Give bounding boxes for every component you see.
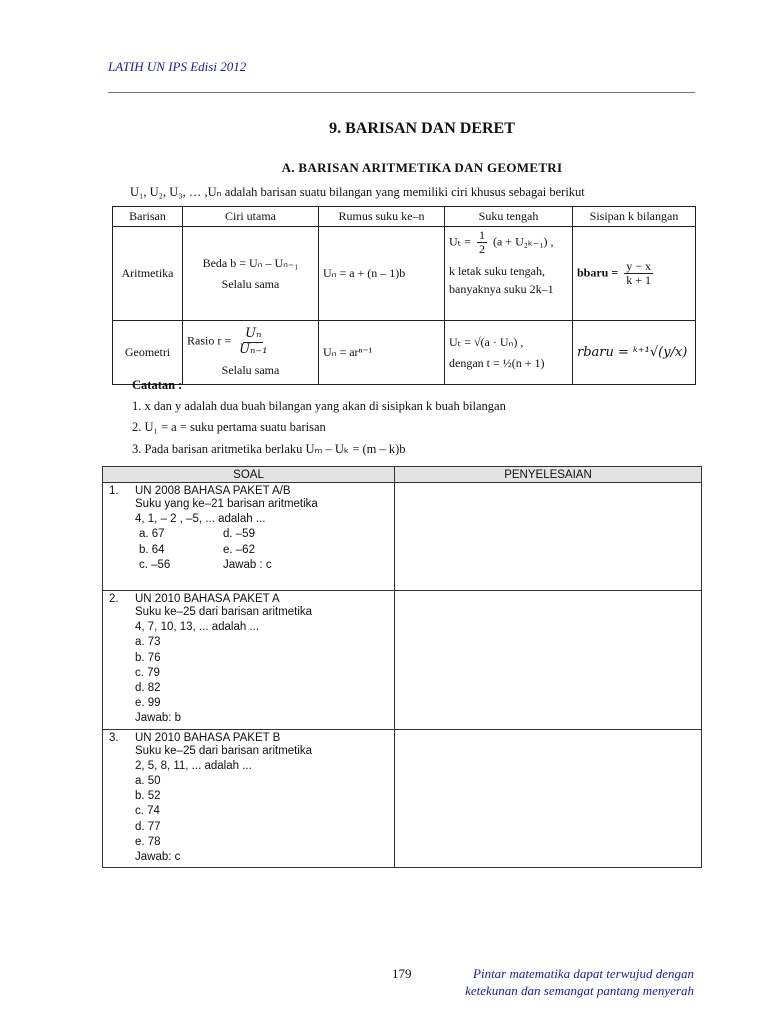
barisan-name: Geometri	[113, 321, 183, 385]
question-cell	[103, 483, 395, 591]
reference-table	[112, 206, 696, 385]
note-item: 2. U₁ = a = suku pertama suatu barisan	[132, 420, 326, 434]
answer-key: Jawab : c	[223, 558, 272, 571]
suku-tengah-cell	[445, 321, 573, 385]
solution-cell	[395, 483, 702, 591]
ciri-note: Selalu sama	[221, 276, 280, 291]
option-b: b. 64	[139, 543, 165, 556]
question-sequence: 4, 1, – 2 , –5, ... adalah ...	[135, 513, 266, 526]
suku-tengah-suffix: (a + U₂ₖ₋₁) ,	[492, 234, 554, 249]
option-d: d. 82	[135, 682, 161, 695]
question-text: Suku ke–25 dari barisan aritmetika	[135, 744, 313, 757]
penyelesaian-header: PENYELESAIAN	[395, 467, 702, 483]
intro-paragraph: U₁, U₂, U₃, … ,Uₙ adalah barisan suatu bilangan yang memiliki ciri khusus sebagai berikut	[130, 185, 585, 199]
question-head	[109, 485, 388, 497]
question-row	[103, 729, 702, 868]
running-header: LATIH UN IPS Edisi 2012	[108, 59, 247, 74]
option-d: d. –59	[223, 528, 255, 541]
solution-cell	[395, 591, 702, 730]
answer-key: Jawab: c	[135, 851, 181, 864]
column-header: Suku tengah	[445, 207, 573, 227]
option-c: c. 79	[135, 666, 160, 679]
column-header: Rumus suku ke–n	[319, 207, 445, 227]
fraction-numerator: y − x	[626, 258, 651, 273]
page-number: 179	[392, 966, 412, 981]
option-c: c. –56	[139, 558, 171, 571]
question-sequence: 2, 5, 8, 11, ... adalah ...	[135, 759, 252, 772]
question-number: 1.	[109, 485, 119, 497]
question-source: UN 2010 BAHASA PAKET A	[135, 593, 280, 605]
question-text: Suku ke–25 dari barisan aritmetika	[135, 606, 313, 618]
column-header: Barisan	[113, 207, 183, 227]
option-d: d. 77	[135, 820, 161, 833]
sisipan-cell: rbaru = ᵏ⁺¹√(y/x)	[573, 321, 696, 385]
rumus-cell: Uₙ = a + (n – 1)b	[319, 227, 445, 321]
fraction-numerator: Uₙ	[245, 326, 262, 342]
fraction-denominator: k + 1	[626, 273, 651, 287]
option-b: b. 52	[135, 790, 161, 803]
suku-tengah-cell	[445, 227, 573, 321]
sisipan-cell	[573, 227, 696, 321]
option-e: e. 78	[135, 835, 161, 848]
question-row	[103, 591, 702, 730]
header-divider	[108, 92, 695, 93]
footer-motto-line2: ketekunan dan semangat pantang menyerah	[465, 983, 694, 998]
sisipan-lhs: bbaru =	[577, 265, 619, 280]
question-sequence: 4, 7, 10, 13, ... adalah ...	[135, 621, 260, 634]
question-number: 2.	[109, 593, 119, 605]
option-b: b. 76	[135, 651, 161, 664]
option-e: e. 99	[135, 697, 161, 710]
ciri-formula: Beda b = Uₙ – Uₙ₋₁	[202, 255, 299, 270]
notes-title: Catatan :	[132, 378, 183, 392]
fraction-denominator: 2	[478, 242, 485, 257]
answer-options	[109, 527, 388, 573]
column-header: Sisipan k bilangan	[573, 207, 696, 227]
note-item: 3. Pada barisan aritmetika berlaku Uₘ – Uₖ = (m – k)b	[132, 442, 406, 456]
note-item: 1. x dan y adalah dua buah bilangan yang akan di sisipkan k buah bilangan	[132, 399, 506, 413]
rumus-cell: Uₙ = arⁿ⁻¹	[319, 321, 445, 385]
question-cell	[103, 729, 395, 868]
ciri-cell	[183, 227, 319, 321]
suku-tengah-note: k letak suku tengah, banyaknya suku 2k–1	[449, 264, 554, 297]
chapter-title: 9. BARISAN DAN DERET	[329, 120, 515, 137]
column-header: Ciri utama	[183, 207, 319, 227]
option-e: e. –62	[223, 543, 255, 556]
suku-tengah-formula: Uₜ = √(a · Uₙ) ,	[449, 334, 524, 349]
option-a: a. 50	[135, 775, 161, 788]
option-a: a. 67	[139, 528, 165, 541]
question-cell	[103, 591, 395, 730]
answer-key: Jawab: b	[135, 712, 182, 725]
soal-header: SOAL	[103, 467, 395, 483]
option-c: c. 74	[135, 805, 160, 818]
ciri-cell	[183, 321, 319, 385]
soal-table	[102, 466, 702, 868]
row-aritmetika	[113, 227, 696, 321]
ciri-note: Selalu sama	[221, 362, 280, 377]
question-number: 3.	[109, 731, 119, 744]
section-title: A. BARISAN ARITMETIKA DAN GEOMETRI	[281, 160, 563, 175]
reference-table-header	[113, 207, 696, 227]
soal-table-header	[103, 467, 702, 483]
fraction-numerator: 1	[478, 228, 485, 242]
option-a: a. 73	[135, 636, 161, 649]
suku-tengah-prefix: Uₜ =	[449, 234, 471, 249]
question-source: UN 2008 BAHASA PAKET A/B	[135, 485, 291, 497]
half-fraction	[477, 229, 487, 256]
question-text: Suku yang ke–21 barisan aritmetika	[135, 498, 318, 510]
answer-options	[109, 774, 388, 865]
sisipan-fraction	[624, 260, 653, 287]
suku-tengah-note: dengan t = ½(n + 1)	[449, 355, 545, 370]
fraction-denominator: Uₙ₋₁	[239, 341, 268, 357]
solution-cell	[395, 729, 702, 868]
answer-options	[109, 635, 388, 726]
rasio-prefix: Rasio r =	[187, 333, 232, 348]
row-geometri	[113, 321, 696, 385]
barisan-name: Aritmetika	[113, 227, 183, 321]
question-head	[109, 732, 388, 744]
notes-block	[132, 378, 506, 463]
question-source: UN 2010 BAHASA PAKET B	[135, 731, 281, 744]
rasio-fraction	[237, 327, 269, 357]
footer-motto-line1: Pintar matematika dapat terwujud dengan	[473, 966, 694, 981]
question-head	[109, 593, 388, 605]
question-row	[103, 483, 702, 591]
